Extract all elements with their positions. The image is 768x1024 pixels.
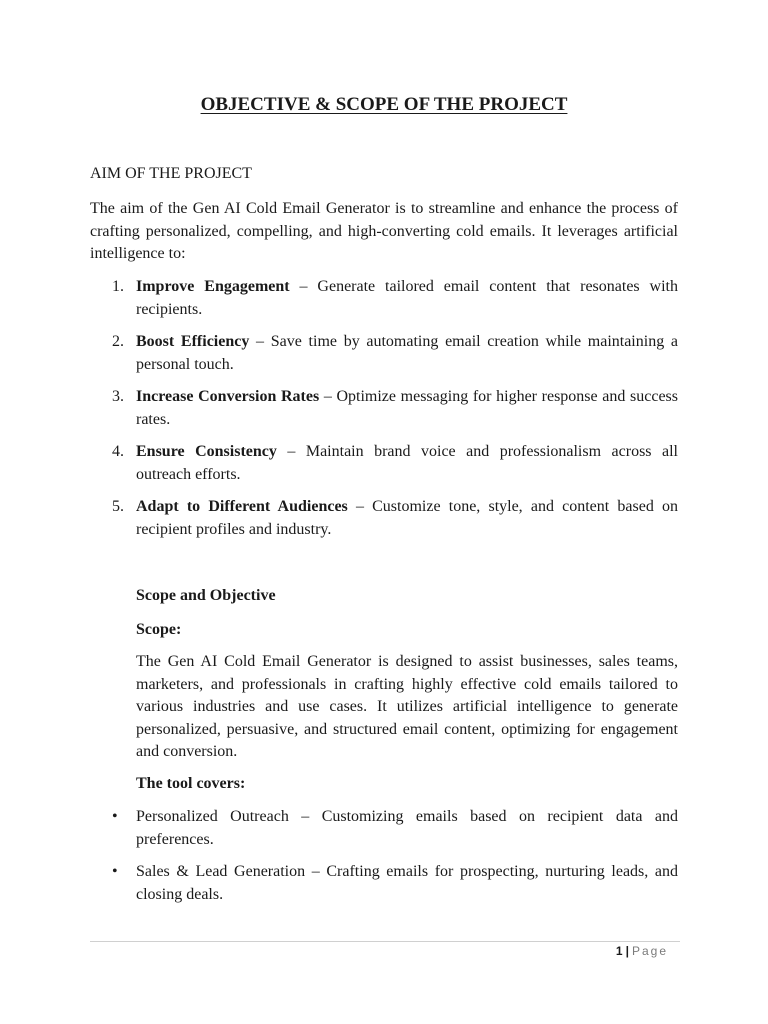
list-item-text: – Maintain brand voice and professionalism across all outreach efforts. bbox=[136, 443, 678, 483]
tool-covers-label: The tool covers: bbox=[136, 775, 246, 792]
bullet-icon: • bbox=[112, 863, 118, 880]
page-number: 1 bbox=[615, 944, 623, 958]
list-item-text: – Optimize messaging for higher response and success rates. bbox=[136, 388, 678, 428]
aim-paragraph: The aim of the Gen AI Cold Email Generator is to streamline and enhance the process of crafting personalized, compelling, and high-converting cold emails. It leverages artificial intelligence to: bbox=[90, 200, 678, 262]
list-item-term: Adapt to Different Audiences bbox=[136, 498, 348, 515]
list-item-text: – Save time by automating email creation while maintaining a personal touch. bbox=[136, 333, 678, 373]
list-item bbox=[90, 441, 678, 486]
footer-divider bbox=[90, 941, 680, 942]
list-item bbox=[90, 386, 678, 431]
list-item-term: Boost Efficiency bbox=[136, 333, 250, 350]
document-title: OBJECTIVE & SCOPE OF THE PROJECT bbox=[200, 94, 568, 115]
list-item-term: Increase Conversion Rates bbox=[136, 388, 320, 405]
list-item bbox=[90, 861, 678, 906]
page-label: Page bbox=[631, 944, 668, 958]
scope-paragraph: The Gen AI Cold Email Generator is designed to assist businesses, sales teams, marketers, and professionals in crafting highly effective cold emails tailored to various industries and use cases. It utilizes artificial intelligence to generate personalized, persuasive, and structured email content, optimizing for engagement and conversion. bbox=[136, 653, 678, 760]
list-item-term: Ensure Consistency bbox=[136, 443, 277, 460]
list-number: 4. bbox=[112, 443, 124, 460]
scope-label: Scope: bbox=[136, 621, 182, 638]
list-number: 5. bbox=[112, 498, 124, 515]
list-item bbox=[90, 331, 678, 376]
bullet-text: Sales & Lead Generation – Crafting emails for prospecting, nurturing leads, and closing deals. bbox=[136, 863, 678, 903]
list-item-term: Improve Engagement bbox=[136, 278, 290, 295]
list-item bbox=[90, 496, 678, 541]
list-number: 1. bbox=[112, 278, 124, 295]
list-item bbox=[90, 276, 678, 321]
list-number: 3. bbox=[112, 388, 124, 405]
scope-objective-heading: Scope and Objective bbox=[136, 587, 276, 604]
list-item-text: – Customize tone, style, and content based on recipient profiles and industry. bbox=[136, 498, 679, 538]
bullet-icon: • bbox=[112, 808, 118, 825]
footer-separator: | bbox=[625, 944, 629, 958]
covers-list bbox=[90, 806, 678, 916]
page-footer bbox=[616, 944, 668, 958]
list-item-text: – Generate tailored email content that resonates with recipients. bbox=[136, 278, 679, 318]
aim-heading: AIM OF THE PROJECT bbox=[90, 165, 252, 182]
aims-list bbox=[90, 276, 678, 551]
list-item bbox=[90, 806, 678, 851]
bullet-text: Personalized Outreach – Customizing emails based on recipient data and preferences. bbox=[136, 808, 678, 848]
list-number: 2. bbox=[112, 333, 124, 350]
